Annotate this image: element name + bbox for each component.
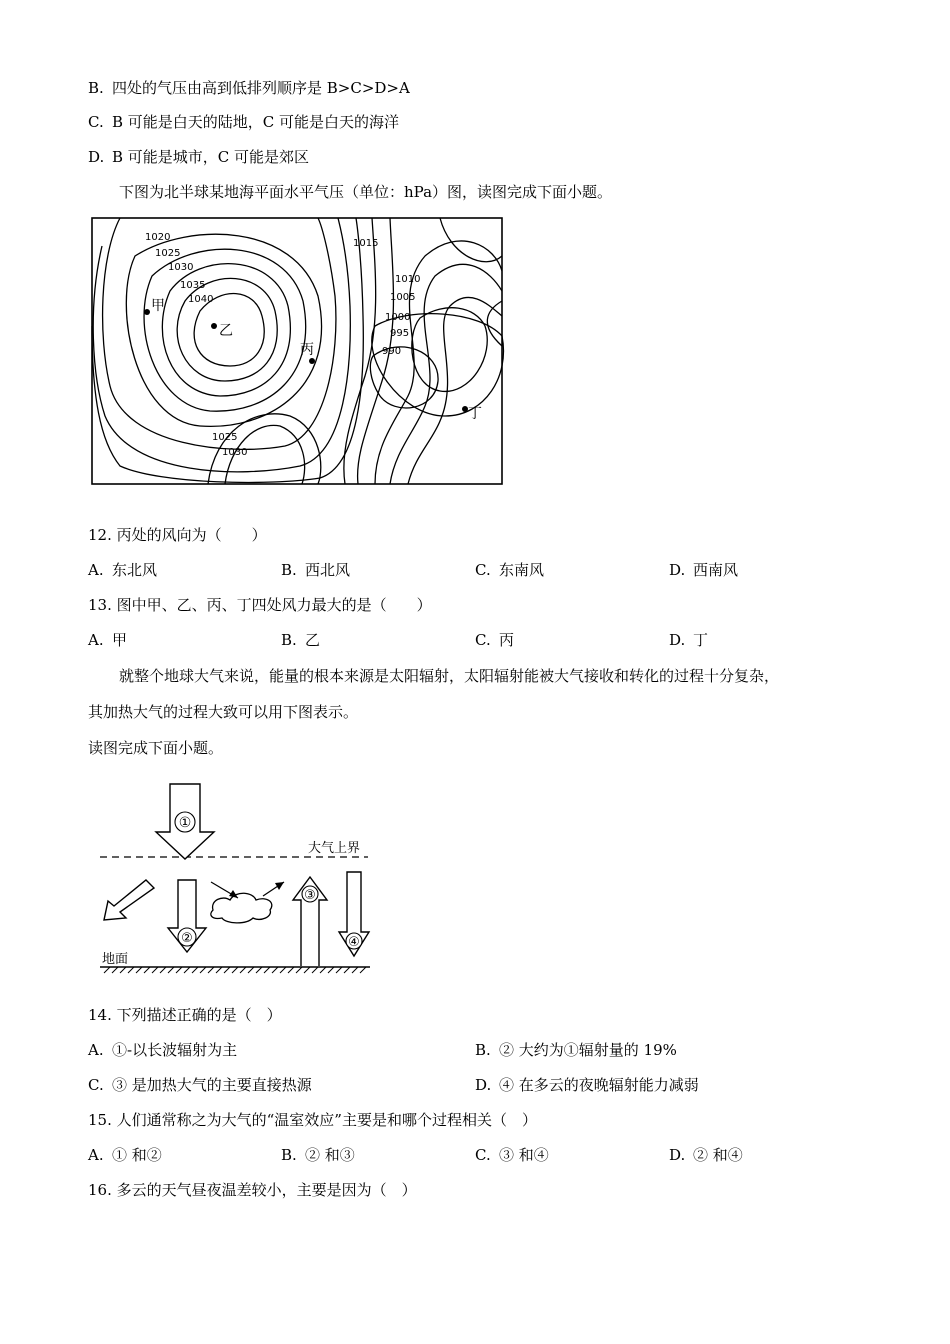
label-1020: 1020 bbox=[145, 232, 171, 243]
q13-option-c: C. 丙 bbox=[475, 631, 515, 649]
q13-option-a: A. 甲 bbox=[88, 631, 128, 649]
point-jia-label: 甲 bbox=[151, 298, 165, 314]
q14-option-c: C. ③ 是加热大气的主要直接热源 bbox=[88, 1076, 312, 1094]
label-1000: 1000 bbox=[385, 312, 411, 323]
reflection-arrow bbox=[104, 880, 154, 920]
label-1015: 1015 bbox=[353, 238, 379, 249]
cloud-icon bbox=[211, 893, 272, 923]
intro-heating-line3: 读图完成下面小题。 bbox=[88, 739, 224, 757]
q15-option-a: A. ① 和② bbox=[88, 1146, 162, 1164]
ground-hatching bbox=[104, 967, 366, 973]
label-1040: 1040 bbox=[188, 294, 214, 305]
arrow-2-number: ② bbox=[181, 931, 193, 946]
prev-option-d: D. B 可能是城市，C 可能是郊区 bbox=[88, 148, 310, 166]
label-995: 995 bbox=[390, 328, 410, 339]
q13-option-b: B. 乙 bbox=[281, 631, 321, 649]
arrow-1-number: ① bbox=[178, 815, 192, 831]
q15-stem: 15. 人们通常称之为大气的“温室效应”主要是和哪个过程相关（ ） bbox=[88, 1111, 537, 1129]
label-1025: 1025 bbox=[155, 248, 181, 259]
q13-option-d: D. 丁 bbox=[669, 631, 709, 649]
label-1025-south: 1025 bbox=[212, 432, 238, 443]
isobar-map bbox=[90, 216, 505, 488]
point-bing-label: 丙 bbox=[300, 342, 314, 358]
label-1035: 1035 bbox=[180, 280, 206, 291]
q16-stem: 16. 多云的天气昼夜温差较小，主要是因为（ ） bbox=[88, 1181, 417, 1199]
point-yi-label: 乙 bbox=[219, 323, 233, 339]
label-1030: 1030 bbox=[168, 262, 194, 273]
q15-option-b: B. ② 和③ bbox=[281, 1146, 355, 1164]
atmosphere-top-label: 大气上界 bbox=[308, 841, 361, 856]
q14-option-d: D. ④ 在多云的夜晚辐射能力减弱 bbox=[475, 1076, 699, 1094]
prev-option-c: C. B 可能是白天的陆地，C 可能是白天的海洋 bbox=[88, 113, 400, 131]
q12-stem: 12. 丙处的风向为（ ） bbox=[88, 526, 267, 544]
q15-option-d: D. ② 和④ bbox=[669, 1146, 743, 1164]
q12-option-b: B. 西北风 bbox=[281, 561, 351, 579]
q12-option-c: C. 东南风 bbox=[475, 561, 545, 579]
arrow-3-number: ③ bbox=[304, 888, 316, 903]
q12-option-d: D. 西南风 bbox=[669, 561, 739, 579]
q15-option-c: C. ③ 和④ bbox=[475, 1146, 549, 1164]
label-1010: 1010 bbox=[395, 274, 421, 285]
label-1030-south: 1030 bbox=[222, 447, 248, 458]
label-990: 990 bbox=[382, 346, 402, 357]
arrow-4-number: ④ bbox=[348, 935, 360, 950]
ground-label: 地面 bbox=[102, 952, 129, 967]
intro-heating-line2: 其加热大气的过程大致可以用下图表示。 bbox=[88, 703, 359, 721]
point-bing-dot bbox=[309, 358, 315, 364]
q13-stem: 13. 图中甲、乙、丙、丁四处风力最大的是（ ） bbox=[88, 596, 432, 614]
prev-option-b: B. 四处的气压由高到低排列顺序是 B>C>D>A bbox=[88, 79, 410, 97]
label-1005: 1005 bbox=[390, 292, 416, 303]
outgoing-arrow-icon bbox=[275, 882, 284, 890]
heat-diagram bbox=[98, 780, 373, 975]
q14-option-a: A. ①-以长波辐射为主 bbox=[88, 1041, 238, 1059]
point-ding-label: 丁 bbox=[468, 406, 482, 422]
point-jia-dot bbox=[144, 309, 150, 315]
intro-isobar: 下图为北半球某地海平面水平气压（单位：hPa）图，读图完成下面小题。 bbox=[119, 183, 613, 201]
point-yi-dot bbox=[211, 323, 217, 329]
intro-heating-line1: 就整个地球大气来说，能量的根本来源是太阳辐射，太阳辐射能被大气接收和转化的过程十分复杂， bbox=[119, 667, 780, 685]
q14-option-b: B. ② 大约为①辐射量的 19% bbox=[475, 1041, 677, 1059]
q12-option-a: A. 东北风 bbox=[88, 561, 158, 579]
q14-stem: 14. 下列描述正确的是（ ） bbox=[88, 1006, 282, 1024]
